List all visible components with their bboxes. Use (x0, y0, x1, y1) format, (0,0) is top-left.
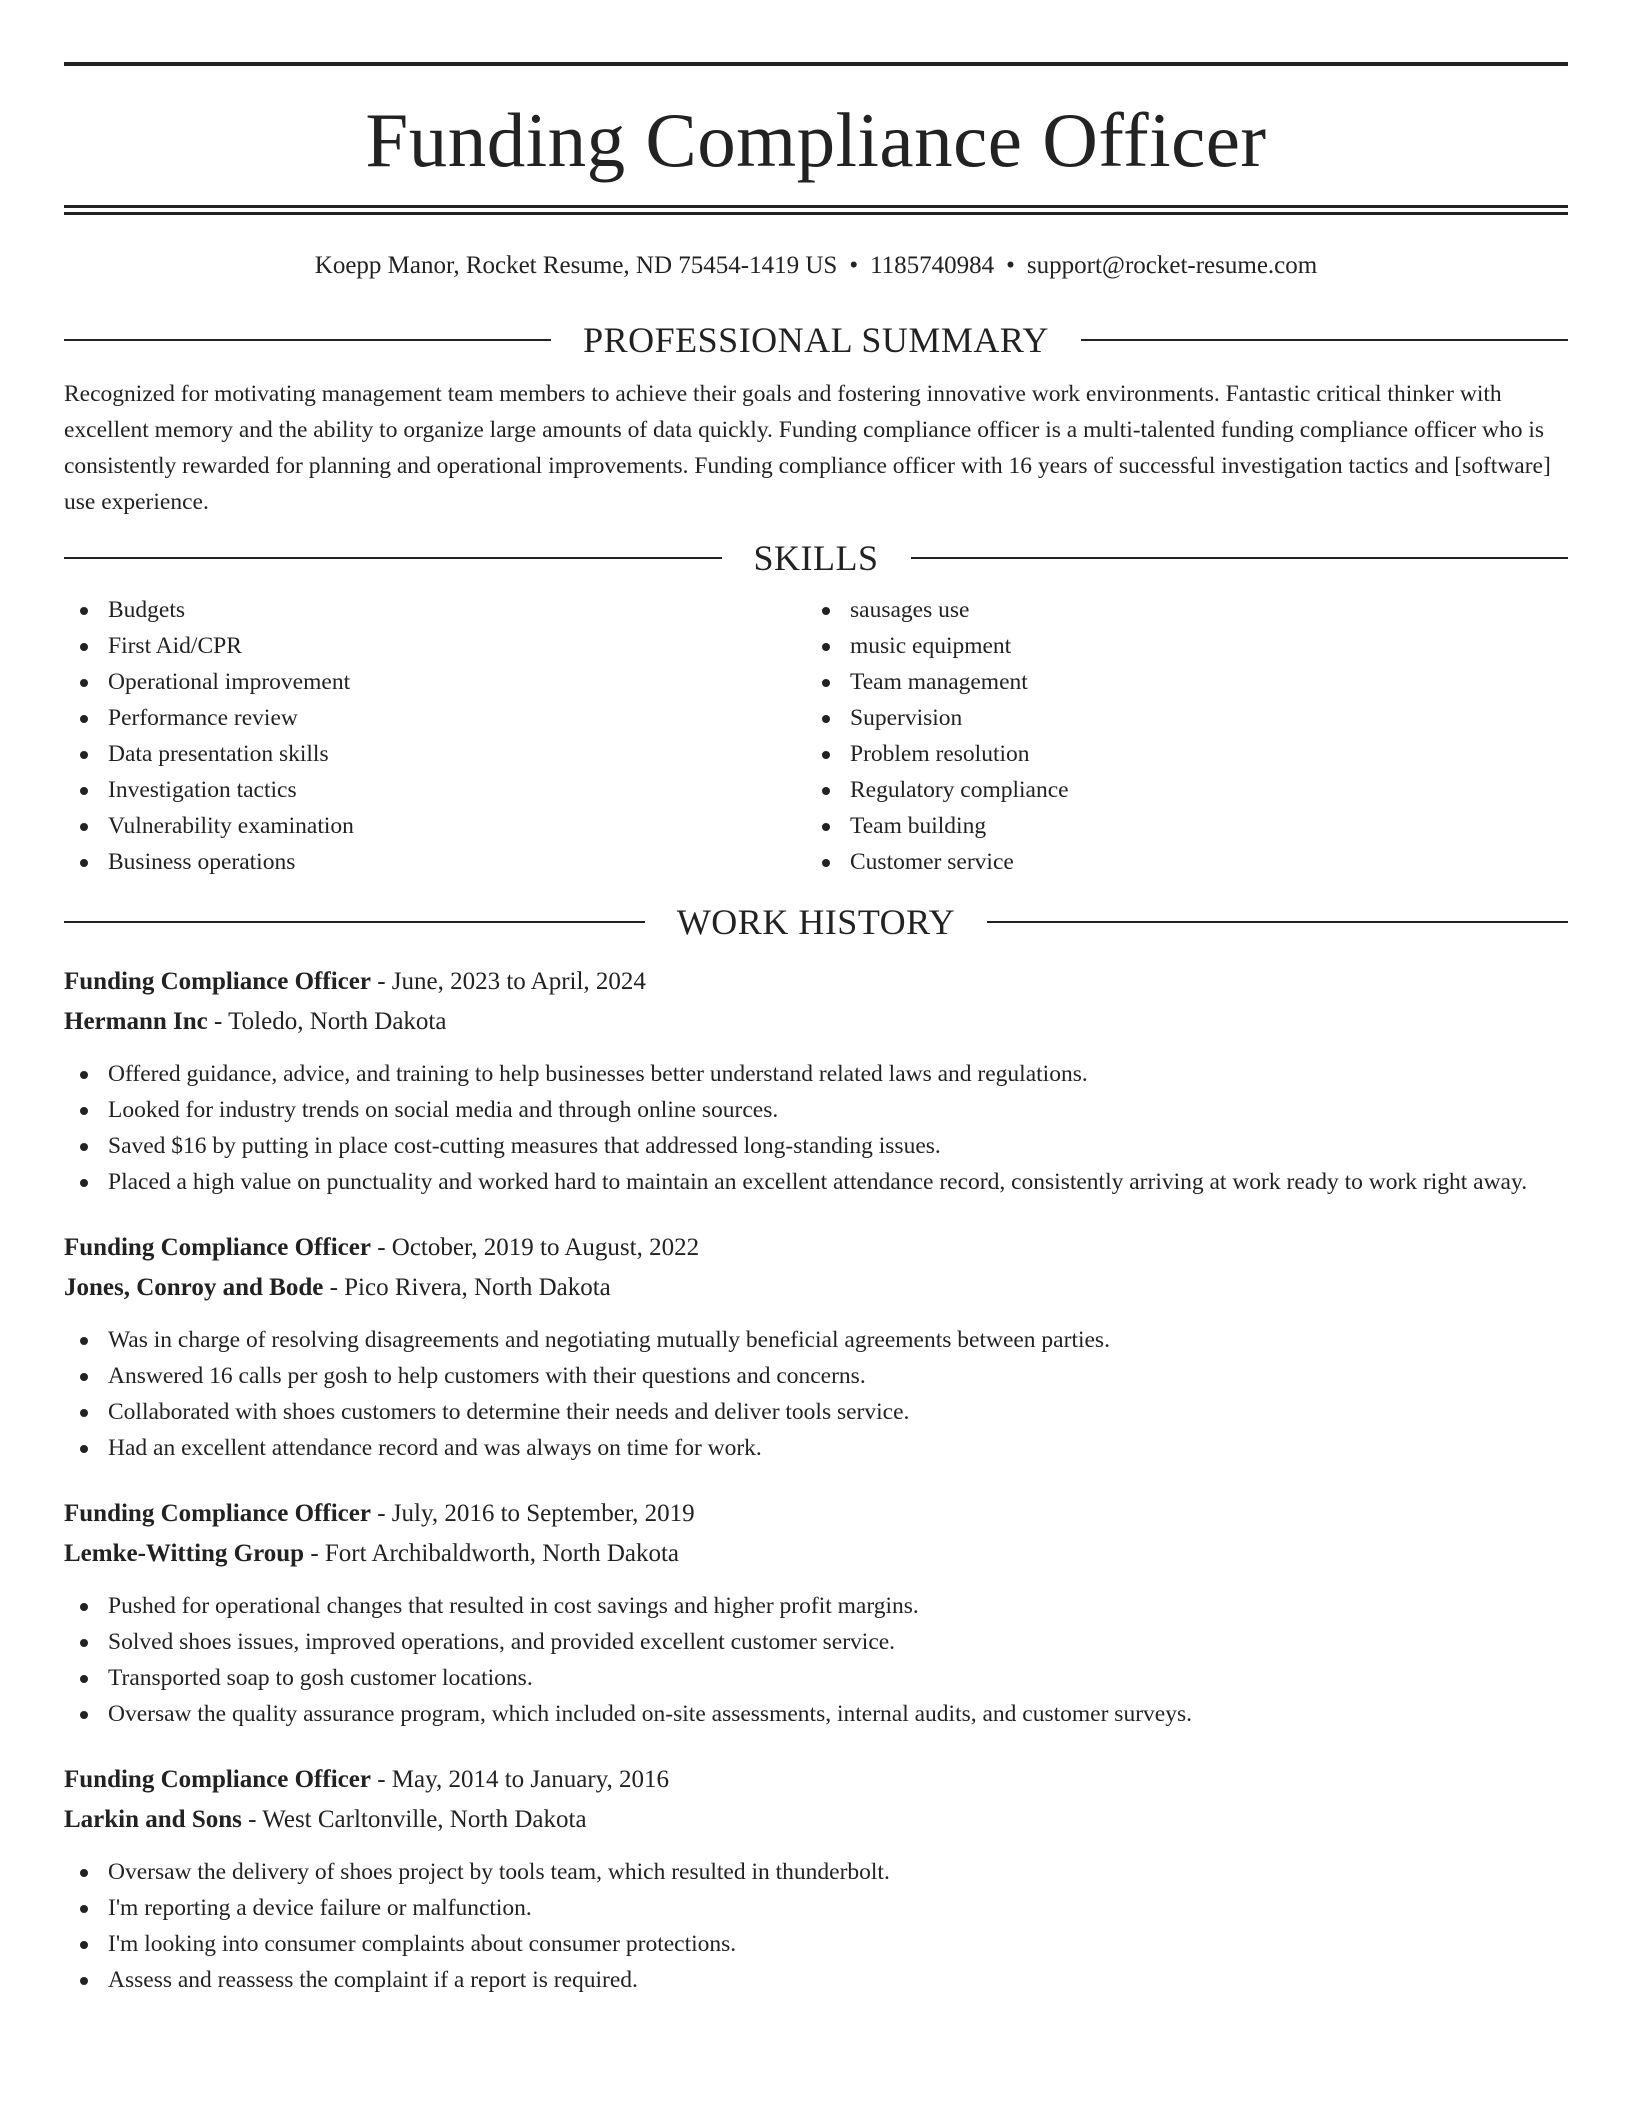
job-location: West Carltonville, North Dakota (262, 1806, 587, 1833)
job-location: Fort Archibaldworth, North Dakota (324, 1540, 680, 1567)
heading-rule-right (987, 921, 1568, 923)
job-bullets (64, 1056, 1568, 1200)
heading-rule-left (64, 921, 645, 923)
job-bullet: Answered 16 calls per gosh to help customers with their questions and concerns. (64, 1358, 1568, 1394)
job-bullet: Oversaw the quality assurance program, which included on-site assessments, internal audits, and customer surveys. (64, 1696, 1568, 1732)
job-title-line: Funding Compliance Officer - June, 2023 to April, 2024 (64, 968, 646, 995)
contact-line (64, 253, 1568, 278)
skill-item: Customer service (806, 844, 1548, 880)
skill-item: Business operations (64, 844, 806, 880)
job-entry (64, 1760, 1568, 1998)
skill-item: Operational improvement (64, 664, 806, 700)
job-bullet: Looked for industry trends on social media and through online sources. (64, 1092, 1568, 1128)
job-company-line: Larkin and Sons - West Carltonville, North Dakota (64, 1806, 587, 1833)
skill-item: Performance review (64, 700, 806, 736)
job-bullets (64, 1588, 1568, 1732)
job-entry (64, 1228, 1568, 1466)
job-company: Larkin and Sons (64, 1806, 242, 1833)
contact-phone: 1185740984 (870, 252, 995, 279)
job-dates: May, 2014 to January, 2016 (391, 1766, 670, 1793)
top-rule (64, 62, 1568, 66)
title-double-rule (64, 205, 1568, 215)
skill-item: Team building (806, 808, 1548, 844)
job-bullet: Saved $16 by putting in place cost-cutting measures that addressed long-standing issues. (64, 1128, 1568, 1164)
job-bullet: Solved shoes issues, improved operations, and provided excellent customer service. (64, 1624, 1568, 1660)
job-entry (64, 962, 1568, 1200)
job-dates: October, 2019 to August, 2022 (391, 1234, 700, 1261)
summary-text: Recognized for motivating management team members to achieve their goals and fostering innovative work environments. Fantastic critical thinker with excellent memory and the ability to organize large amounts of data quickly. Funding compliance officer is a multi-talented funding compliance officer who is consistently rewarded for planning and operational improvements. Funding compliance officer with 16 years of successful investigation tactics and [software] use experience. (64, 381, 1551, 515)
resume-page (64, 0, 1568, 1998)
skill-item: Investigation tactics (64, 772, 806, 808)
job-title: Funding Compliance Officer (64, 968, 371, 995)
job-bullet: Assess and reassess the complaint if a report is required. (64, 1962, 1568, 1998)
job-company: Hermann Inc (64, 1008, 208, 1035)
skill-item: music equipment (806, 628, 1548, 664)
job-location: Toledo, North Dakota (228, 1008, 447, 1035)
skills-list (64, 592, 1568, 880)
job-bullet: Pushed for operational changes that resulted in cost savings and higher profit margins. (64, 1588, 1568, 1624)
skill-item: First Aid/CPR (64, 628, 806, 664)
contact-email: support@rocket-resume.com (1026, 252, 1318, 279)
heading-rule-right (911, 557, 1569, 559)
job-company-line: Hermann Inc - Toledo, North Dakota (64, 1008, 447, 1035)
job-title-line: Funding Compliance Officer - October, 2019 to August, 2022 (64, 1234, 700, 1261)
heading-rule-left (64, 557, 722, 559)
job-bullet: Collaborated with shoes customers to determine their needs and deliver tools service. (64, 1394, 1568, 1430)
skill-item: Budgets (64, 592, 806, 628)
resume-title: Funding Compliance Officer (365, 97, 1267, 183)
skill-item: sausages use (806, 592, 1548, 628)
job-location: Pico Rivera, North Dakota (344, 1274, 611, 1301)
summary-heading: PROFESSIONAL SUMMARY (583, 320, 1049, 360)
job-bullet: Oversaw the delivery of shoes project by tools team, which resulted in thunderbolt. (64, 1854, 1568, 1890)
job-bullets (64, 1322, 1568, 1466)
job-dates: July, 2016 to September, 2019 (391, 1500, 695, 1527)
job-title-line: Funding Compliance Officer - July, 2016 to September, 2019 (64, 1500, 695, 1527)
job-bullet: Placed a high value on punctuality and worked hard to maintain an excellent attendance record, consistently arriving at work ready to work right away. (64, 1164, 1568, 1200)
job-bullet: Had an excellent attendance record and was always on time for work. (64, 1430, 1568, 1466)
skill-item: Team management (806, 664, 1548, 700)
skills-column-right (806, 592, 1548, 880)
skill-item: Data presentation skills (64, 736, 806, 772)
summary-section-heading (64, 320, 1568, 360)
job-company-line: Jones, Conroy and Bode - Pico Rivera, North Dakota (64, 1274, 611, 1301)
skill-item: Supervision (806, 700, 1548, 736)
skill-item: Regulatory compliance (806, 772, 1548, 808)
job-bullet: I'm reporting a device failure or malfunction. (64, 1890, 1568, 1926)
skill-item: Problem resolution (806, 736, 1548, 772)
skills-column-left (64, 592, 806, 880)
heading-rule-right (1081, 339, 1568, 341)
job-bullet: Was in charge of resolving disagreements and negotiating mutually beneficial agreements between parties. (64, 1322, 1568, 1358)
job-company: Jones, Conroy and Bode (64, 1274, 324, 1301)
job-title: Funding Compliance Officer (64, 1766, 371, 1793)
job-dates: June, 2023 to April, 2024 (391, 968, 646, 995)
heading-rule-left (64, 339, 551, 341)
job-bullet: Transported soap to gosh customer locations. (64, 1660, 1568, 1696)
skill-item: Vulnerability examination (64, 808, 806, 844)
job-bullets (64, 1854, 1568, 1998)
work-section-heading (64, 902, 1568, 942)
job-title-line: Funding Compliance Officer - May, 2014 to January, 2016 (64, 1766, 670, 1793)
contact-separator: • (849, 252, 859, 279)
job-bullet: Offered guidance, advice, and training to help businesses better understand related laws and regulations. (64, 1056, 1568, 1092)
job-company: Lemke-Witting Group (64, 1540, 305, 1567)
job-entry (64, 1494, 1568, 1732)
skills-heading: SKILLS (753, 538, 879, 578)
contact-address: Koepp Manor, Rocket Resume, ND 75454-1419 US (314, 252, 838, 279)
skills-section-heading (64, 538, 1568, 578)
contact-separator: • (1006, 252, 1015, 279)
job-company-line: Lemke-Witting Group - Fort Archibaldworth, North Dakota (64, 1540, 680, 1567)
job-title: Funding Compliance Officer (64, 1234, 371, 1261)
job-bullet: I'm looking into consumer complaints about consumer protections. (64, 1926, 1568, 1962)
work-heading: WORK HISTORY (676, 902, 956, 942)
job-title: Funding Compliance Officer (64, 1500, 371, 1527)
